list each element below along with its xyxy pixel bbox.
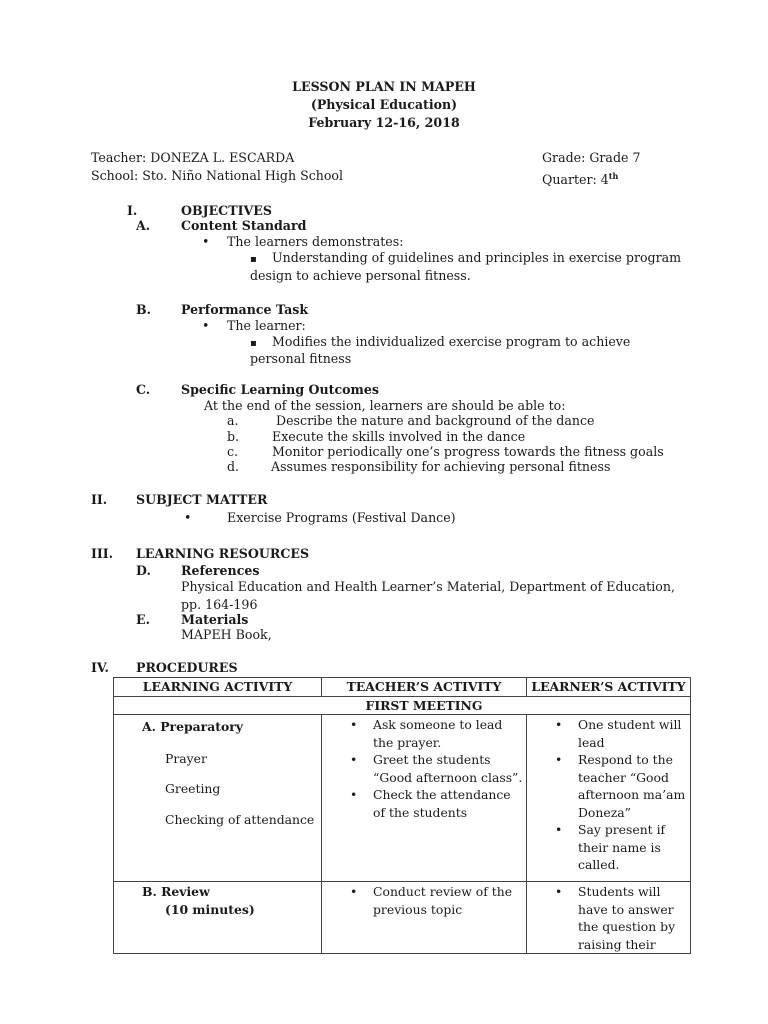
table-header-row: [114, 678, 691, 697]
doc-subtitle: (Physical Education): [310, 97, 458, 112]
list-item: • Check the attendance of the students: [322, 786, 526, 821]
content-standard-bullet: The learners demonstrates:: [227, 234, 404, 249]
quarter-sup: th: [608, 171, 619, 181]
meeting-label: FIRST MEETING: [322, 696, 527, 715]
content-standard-title: Content Standard: [181, 218, 307, 233]
references-line-1: Physical Education and Health Learner’s Material, Department of Education,: [181, 579, 675, 594]
outcome-text: Execute the skills involved in the dance: [272, 429, 526, 444]
outcomes-letter: C.: [136, 382, 151, 397]
preparatory-item: Greeting: [165, 781, 221, 796]
content-standard-sub-2: design to achieve personal fitness.: [250, 268, 471, 283]
procedures-num: IV.: [91, 660, 109, 675]
resources-num: III.: [91, 546, 114, 561]
materials-line-1: MAPEH Book,: [181, 627, 272, 642]
performance-task-title: Performance Task: [181, 302, 309, 317]
teacher-activity-cell: [322, 715, 527, 882]
bullet-icon: [202, 318, 209, 334]
outcome-letter: a.: [227, 413, 239, 428]
col-learning-activity: LEARNING ACTIVITY: [114, 678, 322, 697]
procedures-title: PROCEDURES: [136, 660, 238, 675]
outcomes-intro: At the end of the session, learners are should be able to:: [204, 398, 566, 413]
list-item: • One student will lead: [527, 716, 690, 751]
learner-activity-cell: [527, 882, 691, 954]
school-line: School: Sto. Niño National High School: [91, 168, 344, 183]
quarter-line: [542, 168, 618, 188]
list-item: • Students will have to answer the question by raising their: [527, 883, 690, 953]
review-duration: (10 minutes): [165, 901, 255, 917]
objectives-num: I.: [127, 203, 138, 218]
square-bullet-icon: [250, 250, 257, 268]
preparatory-cell: [114, 715, 322, 882]
outcomes-title: Specific Learning Outcomes: [181, 382, 379, 397]
preparatory-item: Checking of attendance: [165, 811, 315, 827]
references-line-2: pp. 164-196: [181, 597, 258, 612]
content-standard-sub-1: Understanding of guidelines and principles in exercise program: [272, 250, 682, 265]
performance-task-letter: B.: [136, 302, 152, 317]
list-item: • Say present if their name is called.: [527, 821, 690, 874]
list-item: • Ask someone to lead the prayer.: [322, 716, 526, 751]
list-item: • Respond to the teacher “Good afternoon ma’am Doneza”: [527, 751, 690, 821]
outcome-letter: b.: [227, 429, 240, 444]
review-cell: [114, 882, 322, 954]
list-item: • Greet the students “Good afternoon class”.: [322, 751, 526, 786]
materials-letter: E.: [136, 612, 150, 627]
teacher-activity-cell: [322, 882, 527, 954]
references-title: References: [181, 563, 260, 578]
bullet-icon: [202, 234, 209, 250]
col-teachers-activity: TEACHER’S ACTIVITY: [322, 678, 527, 697]
resources-title: LEARNING RESOURCES: [136, 546, 310, 561]
subject-num: II.: [91, 492, 108, 507]
performance-task-sub-2: personal fitness: [250, 351, 352, 366]
teacher-line: Teacher: DONEZA L. ESCARDA: [91, 150, 295, 165]
performance-task-sub-1: Modifies the individualized exercise program to achieve: [272, 334, 631, 349]
subject-item: Exercise Programs (Festival Dance): [227, 510, 456, 525]
outcome-letter: c.: [227, 444, 239, 459]
col-learners-activity: LEARNER’S ACTIVITY: [527, 678, 691, 697]
doc-date: February 12-16, 2018: [308, 115, 460, 130]
outcome-text: Describe the nature and background of the dance: [276, 413, 595, 428]
bullet-icon: [184, 510, 191, 526]
references-letter: D.: [136, 563, 151, 578]
preparatory-label: A. Preparatory: [142, 719, 243, 734]
subject-title: SUBJECT MATTER: [136, 492, 268, 507]
procedures-table: [113, 677, 691, 954]
learner-activity-cell: [527, 715, 691, 882]
table-row: [114, 715, 691, 882]
materials-title: Materials: [181, 612, 249, 627]
square-bullet-icon: [250, 334, 257, 352]
objectives-title: OBJECTIVES: [181, 203, 272, 218]
content-standard-letter: A.: [136, 218, 151, 233]
outcome-letter: d.: [227, 459, 240, 474]
review-label: B. Review: [142, 884, 210, 899]
grade-line: Grade: Grade 7: [542, 150, 641, 165]
outcome-text: Monitor periodically one’s progress towards the fitness goals: [272, 444, 664, 459]
outcome-text: Assumes responsibility for achieving personal fitness: [271, 459, 611, 474]
list-item: • Conduct review of the previous topic: [322, 883, 526, 918]
performance-task-bullet: The learner:: [227, 318, 306, 333]
preparatory-item: Prayer: [165, 750, 207, 766]
doc-title: LESSON PLAN IN MAPEH: [292, 79, 476, 94]
table-row: [114, 882, 691, 954]
meeting-row: [114, 696, 691, 715]
quarter-text: Quarter: 4: [542, 172, 609, 188]
